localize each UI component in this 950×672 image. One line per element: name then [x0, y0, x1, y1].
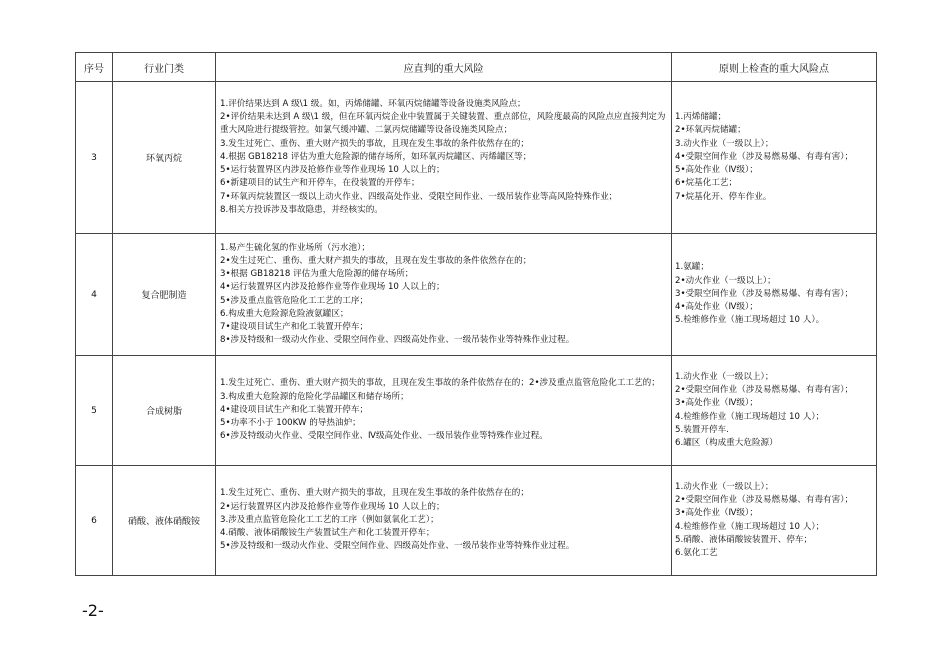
risk-item: 2•运行装置界区内涉及抢修作业等作业现场 10 人以上的；	[220, 501, 445, 512]
risk-item: 6•新建项目的试生产和开停车，在役装置的开停车；	[220, 178, 420, 189]
risk-item: 8.相关方投诉涉及事故隐患，并经核实的。	[220, 204, 383, 215]
row-direct-risks	[216, 82, 672, 234]
risk-item: 1.发生过死亡、重伤、重大财产损失的事故，且现在发生事故的条件依然存在的；	[220, 488, 529, 499]
check-point-item: 5.装置开停车.	[675, 424, 729, 435]
row-industry: 环氧丙烷	[113, 82, 216, 234]
check-point-item: 3.动火作业（一级以上）；	[675, 138, 774, 149]
risk-item: 1.易产生硫化氢的作业场所（污水池）；	[220, 242, 370, 253]
check-point-item: 1.丙烯储罐；	[675, 112, 727, 123]
row-industry: 合成树脂	[113, 356, 216, 466]
check-point-item: 6•烷基化工艺；	[675, 178, 738, 189]
risk-item: 3.涉及重点监管危险化工工艺的工序（例如氨氧化工艺）；	[220, 514, 439, 525]
check-point-item: 1.动火作业（一级以上）；	[675, 371, 774, 382]
check-point-item: 2•受限空间作业（涉及易燃易爆、有毒有害）；	[675, 495, 854, 506]
row-check-points	[672, 234, 877, 356]
check-point-item: 2•环氧丙烷储罐；	[675, 125, 746, 136]
check-point-item: 6.罐区（构成重大危险源）	[675, 437, 778, 448]
check-point-item: 2•受限空间作业（涉及易燃易爆、有毒有害）；	[675, 385, 854, 396]
check-point-item: 3•高处作业（Ⅳ级）；	[675, 398, 758, 409]
risk-item: 4•运行装置界区内涉及抢修作业等作业现场 10 人以上的；	[220, 282, 445, 293]
risk-item: 3•根据 GB18218 评估为重大危险源的储存场所；	[220, 269, 414, 280]
page-number: -2-	[82, 601, 104, 620]
row-industry: 硝酸、液体硝酸铵	[113, 466, 216, 576]
header-check-points: 原则上检查的重大风险点	[672, 53, 877, 82]
check-point-item: 4•受限空间作业（涉及易燃易爆、有毒有害）；	[675, 151, 854, 162]
row-industry: 复合肥制造	[113, 234, 216, 356]
risk-item: 2•评价结果未达到 A 级\1 级，但在环氧丙烷企业中装置属于关键装置、重点部位，风险度最高的风险点应直接判定为重大风险进行提级管控。如氯气缓冲罐、二氯丙烷储罐等设备设施类风险点；	[220, 112, 666, 136]
risk-item: 3.发生过死亡、重伤、重大财产损失的事故，且现在发生事故的条件依然存在的；	[220, 138, 529, 149]
risk-item: 3.构成重大危险源的危险化学品罐区和储存场所；	[220, 391, 409, 402]
header-industry: 行业门类	[113, 53, 216, 82]
check-point-item: 4.检维修作业（施工现场超过 10 人）；	[675, 411, 825, 422]
risk-item: 7•环氧丙烷装置区一级以上动火作业、四级高处作业、受限空间作业、一级吊装作业等高风险特殊作业；	[220, 191, 618, 202]
check-point-item: 5.硝酸、液体硝酸铵装置开、停车；	[675, 534, 813, 545]
table-row	[76, 234, 877, 356]
check-point-item: 2•动火作业（一级以上）；	[675, 275, 776, 286]
check-point-item: 3•高处作业（Ⅳ级）；	[675, 508, 758, 519]
row-direct-risks	[216, 466, 672, 576]
row-number: 5	[76, 356, 113, 466]
row-number: 3	[76, 82, 113, 234]
check-point-item: 7•烷基化开、停车作业。	[675, 191, 772, 202]
risk-item: 5•运行装置界区内涉及抢修作业等作业现场 10 人以上的；	[220, 165, 445, 176]
row-direct-risks	[216, 356, 672, 466]
risk-item: 4•建设项目试生产和化工装置开停车；	[220, 404, 369, 415]
check-point-item: 1.动火作业（一级以上）；	[675, 481, 774, 492]
risk-item: 6•涉及特级动火作业、受限空间作业、Ⅳ级高处作业、一级吊装作业等特殊作业过程。	[220, 431, 548, 442]
row-check-points	[672, 82, 877, 234]
check-point-item: 6.氨化工艺	[675, 547, 718, 558]
header-direct-risks: 应直判的重大风险	[216, 53, 672, 82]
row-number: 6	[76, 466, 113, 576]
risk-item: 6.构成重大危险源危险液氨罐区；	[220, 308, 349, 319]
risk-item: 2•发生过死亡、重伤、重大财产损失的事故，且现在发生事故的条件依然存在的；	[220, 255, 532, 266]
risk-item: 4.硝酸、液体硝酸铵生产装置试生产和化工装置开停车；	[220, 528, 435, 539]
table-row	[76, 356, 877, 466]
risk-item: 5•涉及重点监管危险化工工艺的工序；	[220, 295, 369, 306]
risk-item: 1.发生过死亡、重伤、重大财产损失的事故，且现在发生事故的条件依然存在的；2•涉及重点监管危险化工工艺的；	[220, 378, 660, 389]
risk-item: 4.根据 GB18218 评估为重大危险源的储存场所，如环氧丙烷罐区、丙烯罐区等；	[220, 151, 532, 162]
table-row	[76, 82, 877, 234]
header-number: 序号	[76, 53, 113, 82]
row-direct-risks	[216, 234, 672, 356]
risk-item: 5•功率不小于 100KW 的导热油炉；	[220, 418, 361, 429]
table-body	[76, 82, 877, 576]
risk-table	[75, 52, 877, 576]
check-point-item: 1.氨罐；	[675, 262, 709, 273]
table-header-row	[76, 53, 877, 82]
row-check-points	[672, 466, 877, 576]
risk-item: 5•涉及特级和一级动火作业、受限空间作业、四级高处作业、一级吊装作业等特殊作业过程。	[220, 541, 575, 552]
check-point-item: 5•高处作业（Ⅳ级）；	[675, 165, 758, 176]
row-number: 4	[76, 234, 113, 356]
check-point-item: 5.检维修作业（施工现场超过 10 人）。	[675, 315, 825, 326]
risk-item: 1.评价结果达到 A 级\1 级。如，丙烯储罐、环氧丙烷储罐等设备设施类风险点；	[220, 99, 526, 110]
check-point-item: 4.检维修作业（施工现场超过 10 人）；	[675, 521, 825, 532]
row-check-points	[672, 356, 877, 466]
risk-item: 7•建设项目试生产和化工装置开停车；	[220, 321, 369, 332]
check-point-item: 3•受限空间作业（涉及易燃易爆、有毒有害）；	[675, 288, 854, 299]
check-point-item: 4•高处作业（Ⅳ级）；	[675, 302, 758, 313]
table-row	[76, 466, 877, 576]
risk-item: 8•涉及特级和一级动火作业、受限空间作业、四级高处作业、一级吊装作业等特殊作业过程。	[220, 335, 575, 346]
